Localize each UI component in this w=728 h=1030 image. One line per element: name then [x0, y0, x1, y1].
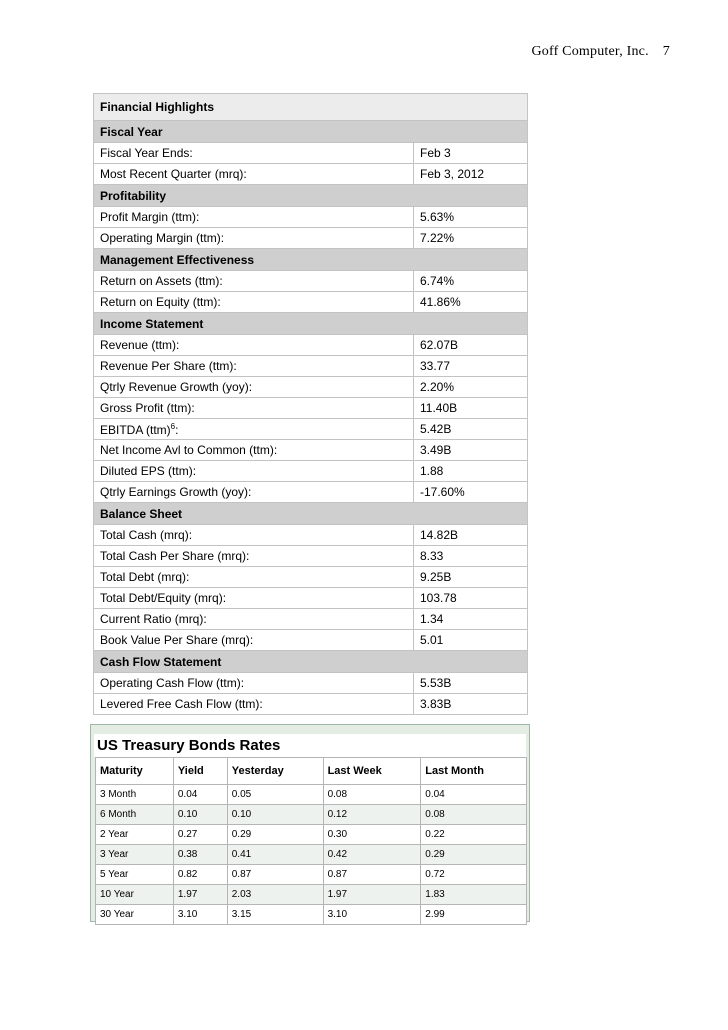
section-title: Balance Sheet — [94, 503, 528, 525]
table-cell: 1.97 — [323, 885, 421, 905]
table-cell: 0.22 — [421, 825, 527, 845]
column-header: Yesterday — [227, 758, 323, 785]
row-label: Levered Free Cash Flow (ttm): — [94, 694, 414, 715]
row-label: EBITDA (ttm)$^6$: — [94, 419, 414, 440]
table-cell: 0.82 — [173, 865, 227, 885]
table-row — [96, 885, 527, 905]
section-header-row — [94, 121, 528, 143]
row-label: Qtrly Revenue Growth (yoy): — [94, 377, 414, 398]
table-title: Financial Highlights — [94, 94, 528, 121]
row-value: 1.34 — [414, 609, 528, 630]
section-title: Fiscal Year — [94, 121, 528, 143]
row-label: Current Ratio (mrq): — [94, 609, 414, 630]
table-cell: 3 Month — [96, 785, 174, 805]
row-label: Total Debt/Equity (mrq): — [94, 588, 414, 609]
table-row — [94, 271, 528, 292]
row-value: 11.40B — [414, 398, 528, 419]
row-value: 3.49B — [414, 440, 528, 461]
table-row — [94, 143, 528, 164]
table-cell: 6 Month — [96, 805, 174, 825]
row-value: 62.07B — [414, 335, 528, 356]
table-cell: 0.42 — [323, 845, 421, 865]
table-row — [94, 356, 528, 377]
column-header: Yield — [173, 758, 227, 785]
row-label: Book Value Per Share (mrq): — [94, 630, 414, 651]
table-cell: 10 Year — [96, 885, 174, 905]
row-value: 14.82B — [414, 525, 528, 546]
row-value: 9.25B — [414, 567, 528, 588]
row-value: 33.77 — [414, 356, 528, 377]
section-title: Cash Flow Statement — [94, 651, 528, 673]
table-cell: 0.10 — [173, 805, 227, 825]
table-row — [94, 546, 528, 567]
table-cell: 2 Year — [96, 825, 174, 845]
row-label: Operating Margin (ttm): — [94, 228, 414, 249]
row-value: 5.42B — [414, 419, 528, 440]
table-cell: 3.10 — [173, 905, 227, 925]
table-cell: 30 Year — [96, 905, 174, 925]
table-cell: 1.97 — [173, 885, 227, 905]
section-title: Income Statement — [94, 313, 528, 335]
row-label: Net Income Avl to Common (ttm): — [94, 440, 414, 461]
treasury-rates-table — [95, 757, 527, 925]
table-header-row — [96, 758, 527, 785]
row-value: 5.01 — [414, 630, 528, 651]
row-label: Total Cash (mrq): — [94, 525, 414, 546]
row-label: Total Cash Per Share (mrq): — [94, 546, 414, 567]
page-number: 7 — [662, 44, 670, 59]
column-header: Last Month — [421, 758, 527, 785]
table-row — [94, 398, 528, 419]
table-row — [94, 609, 528, 630]
section-title: Profitability — [94, 185, 528, 207]
company-name: Goff Computer, Inc. — [531, 44, 649, 59]
footnote-marker: 6 — [170, 421, 176, 431]
table-row — [96, 805, 527, 825]
table-row — [94, 207, 528, 228]
table-cell: 0.87 — [227, 865, 323, 885]
section-header-row — [94, 313, 528, 335]
row-label: Gross Profit (ttm): — [94, 398, 414, 419]
row-label: Revenue (ttm): — [94, 335, 414, 356]
row-label: Most Recent Quarter (mrq): — [94, 164, 414, 185]
section-header-row — [94, 185, 528, 207]
section-header-row — [94, 651, 528, 673]
table-cell: 0.27 — [173, 825, 227, 845]
table-row — [94, 630, 528, 651]
row-value: 5.53B — [414, 673, 528, 694]
table-cell: 5 Year — [96, 865, 174, 885]
table-row — [94, 525, 528, 546]
table-row — [94, 694, 528, 715]
table-cell: 2.03 — [227, 885, 323, 905]
row-label: Revenue Per Share (ttm): — [94, 356, 414, 377]
table-row — [96, 845, 527, 865]
row-value: 1.88 — [414, 461, 528, 482]
row-value: 2.20% — [414, 377, 528, 398]
table-cell: 0.29 — [227, 825, 323, 845]
table-row — [94, 335, 528, 356]
table-row — [94, 567, 528, 588]
row-value: 41.86% — [414, 292, 528, 313]
row-value: 6.74% — [414, 271, 528, 292]
row-label: Profit Margin (ttm): — [94, 207, 414, 228]
row-value: 3.83B — [414, 694, 528, 715]
row-label: Operating Cash Flow (ttm): — [94, 673, 414, 694]
treasury-rates-panel — [90, 724, 530, 922]
table-cell: 0.04 — [421, 785, 527, 805]
row-value: 7.22% — [414, 228, 528, 249]
treasury-title: US Treasury Bonds Rates — [94, 734, 526, 757]
row-label: Return on Equity (ttm): — [94, 292, 414, 313]
table-cell: 0.29 — [421, 845, 527, 865]
table-cell: 0.30 — [323, 825, 421, 845]
section-header-row — [94, 503, 528, 525]
table-cell: 0.04 — [173, 785, 227, 805]
row-label: Total Debt (mrq): — [94, 567, 414, 588]
row-label: Qtrly Earnings Growth (yoy): — [94, 482, 414, 503]
table-row — [96, 785, 527, 805]
table-title-row — [94, 94, 528, 121]
table-row — [94, 440, 528, 461]
table-cell: 0.87 — [323, 865, 421, 885]
table-cell: 3.15 — [227, 905, 323, 925]
row-label: Fiscal Year Ends: — [94, 143, 414, 164]
row-value: 103.78 — [414, 588, 528, 609]
table-row — [94, 588, 528, 609]
table-cell: 0.38 — [173, 845, 227, 865]
section-header-row — [94, 249, 528, 271]
table-row — [94, 673, 528, 694]
table-cell: 0.08 — [323, 785, 421, 805]
table-row — [94, 292, 528, 313]
table-cell: 0.72 — [421, 865, 527, 885]
row-label: Diluted EPS (ttm): — [94, 461, 414, 482]
column-header: Last Week — [323, 758, 421, 785]
row-value: -17.60% — [414, 482, 528, 503]
table-row — [96, 905, 527, 925]
table-cell: 0.10 — [227, 805, 323, 825]
table-row — [94, 228, 528, 249]
table-row — [94, 419, 528, 440]
table-row — [94, 461, 528, 482]
table-cell: 0.12 — [323, 805, 421, 825]
table-cell: 0.05 — [227, 785, 323, 805]
section-title: Management Effectiveness — [94, 249, 528, 271]
row-value: 5.63% — [414, 207, 528, 228]
table-row — [96, 865, 527, 885]
page-header — [532, 44, 671, 60]
table-row — [94, 482, 528, 503]
table-cell: 3.10 — [323, 905, 421, 925]
table-cell: 1.83 — [421, 885, 527, 905]
table-row — [96, 825, 527, 845]
row-value: Feb 3 — [414, 143, 528, 164]
financial-highlights-table — [93, 93, 528, 715]
table-cell: 3 Year — [96, 845, 174, 865]
table-cell: 0.08 — [421, 805, 527, 825]
row-value: 8.33 — [414, 546, 528, 567]
row-value: Feb 3, 2012 — [414, 164, 528, 185]
table-row — [94, 164, 528, 185]
row-label: Return on Assets (ttm): — [94, 271, 414, 292]
table-cell: 0.41 — [227, 845, 323, 865]
table-row — [94, 377, 528, 398]
column-header: Maturity — [96, 758, 174, 785]
table-cell: 2.99 — [421, 905, 527, 925]
